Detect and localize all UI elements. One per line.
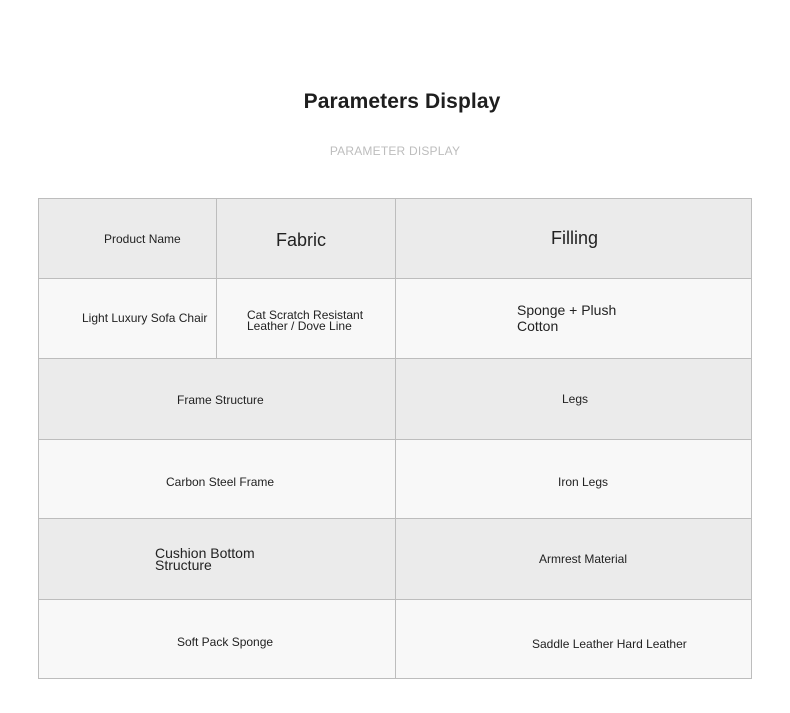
cell-fabric-label [217, 199, 396, 278]
cell-cushion-value [39, 600, 396, 678]
cell-legs-label [396, 359, 751, 439]
fabric-value-line1: Cat Scratch Resistant [247, 308, 364, 322]
product-name-value: Light Luxury Sofa Chair [82, 311, 208, 325]
cell-cushion-label [39, 519, 396, 599]
cell-armrest-label [396, 519, 751, 599]
cell-product-name-value [39, 279, 217, 358]
armrest-material-label: Armrest Material [539, 552, 628, 566]
frame-structure-value: Carbon Steel Frame [166, 475, 275, 489]
fabric-label: Fabric [276, 230, 327, 250]
cushion-bottom-value: Soft Pack Sponge [177, 635, 274, 649]
table-row-values-3 [39, 600, 751, 678]
product-name-label: Product Name [104, 232, 181, 246]
cell-legs-value [396, 440, 751, 518]
legs-value: Iron Legs [558, 475, 609, 489]
table-row-header-3 [39, 519, 751, 600]
cell-filling-label [396, 199, 751, 278]
cushion-bottom-label-line2: Structure [155, 557, 212, 573]
fabric-value-line2: Leather / Dove Line [247, 319, 352, 333]
page-subtitle: PARAMETER DISPLAY [329, 144, 461, 158]
table-row-header-2 [39, 359, 751, 440]
filling-value-line2: Cotton [517, 318, 559, 334]
parameters-table [38, 198, 752, 679]
cell-product-name-label [39, 199, 217, 278]
cell-filling-value [396, 279, 751, 358]
armrest-material-value: Saddle Leather Hard Leather [532, 637, 687, 651]
table-row-values-2 [39, 440, 751, 519]
cell-frame-value [39, 440, 396, 518]
table-row-values-1 [39, 279, 751, 359]
filling-value-line1: Sponge + Plush [517, 302, 617, 318]
filling-label: Filling [551, 228, 599, 248]
table-row-header-1 [39, 199, 751, 279]
cushion-bottom-label-line1: Cushion Bottom [155, 545, 255, 561]
cell-armrest-value [396, 600, 751, 678]
frame-structure-label: Frame Structure [177, 393, 264, 407]
legs-label: Legs [562, 392, 589, 406]
cell-frame-label [39, 359, 396, 439]
page-title: Parameters Display [303, 90, 501, 113]
cell-fabric-value [217, 279, 396, 358]
